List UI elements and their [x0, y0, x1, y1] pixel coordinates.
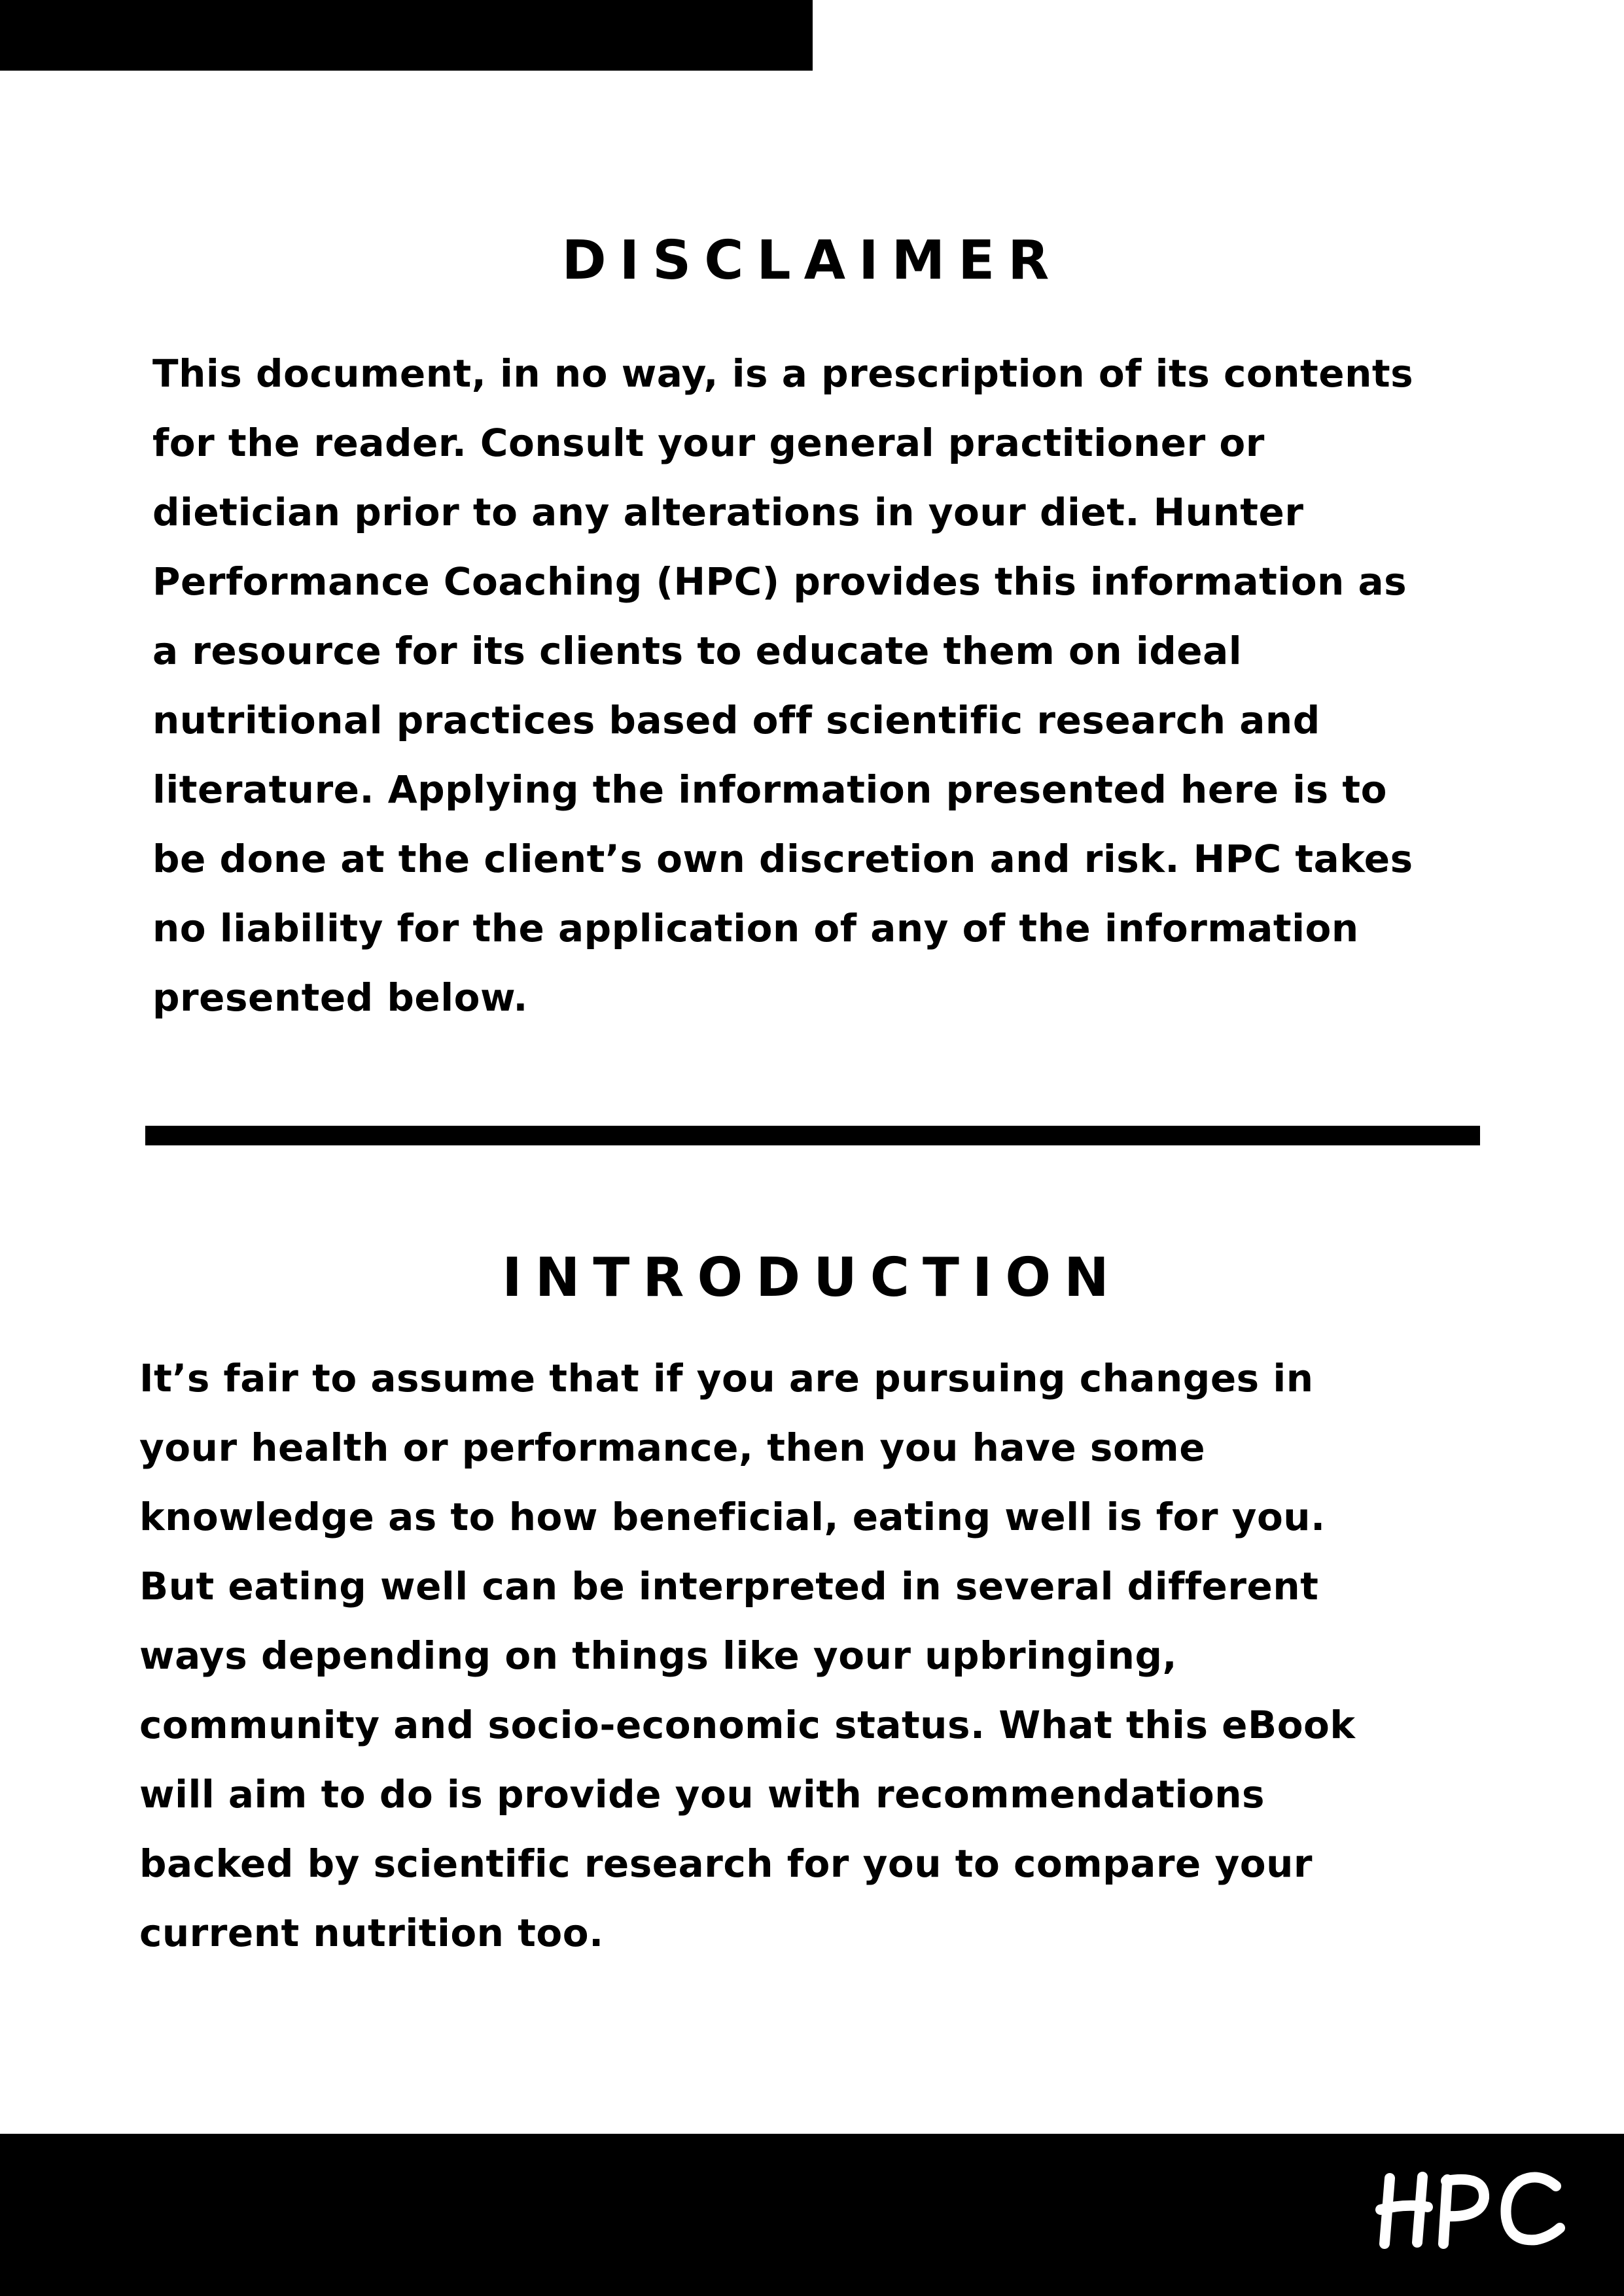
- disclaimer-paragraph: This document, in no way, is a prescription of its contents for the reader. Consult your general practitioner or dietician prior to any alterations in your diet. Hunter Performance Coaching (HPC) provides this information as a resource for its clients to educate them on ideal nutritional practices based off scientific research and literature. Applying the information presented here is to be done at the client’s own discretion and risk. HPC takes no liability for the application of any of the information presented below.: [152, 351, 1414, 1020]
- top-decorative-bar: [0, 0, 813, 71]
- introduction-heading: INTRODUCTION: [502, 1247, 1122, 1309]
- disclaimer-heading: DISCLAIMER: [561, 230, 1063, 292]
- footer-bar: [0, 2134, 1624, 2296]
- section-divider: [145, 1126, 1480, 1145]
- introduction-paragraph: It’s fair to assume that if you are pursuing changes in your health or performance, then you have some knowledge as to how beneficial, eating well is for you. But eating well can be interpreted in several different ways depending on things like your upbringing, community and socio-economic status. What this eBook will aim to do is provide you with recommendations backed by scientific research for you to compare your current nutrition too.: [139, 1356, 1356, 1955]
- hpc-logo: [1375, 2160, 1572, 2258]
